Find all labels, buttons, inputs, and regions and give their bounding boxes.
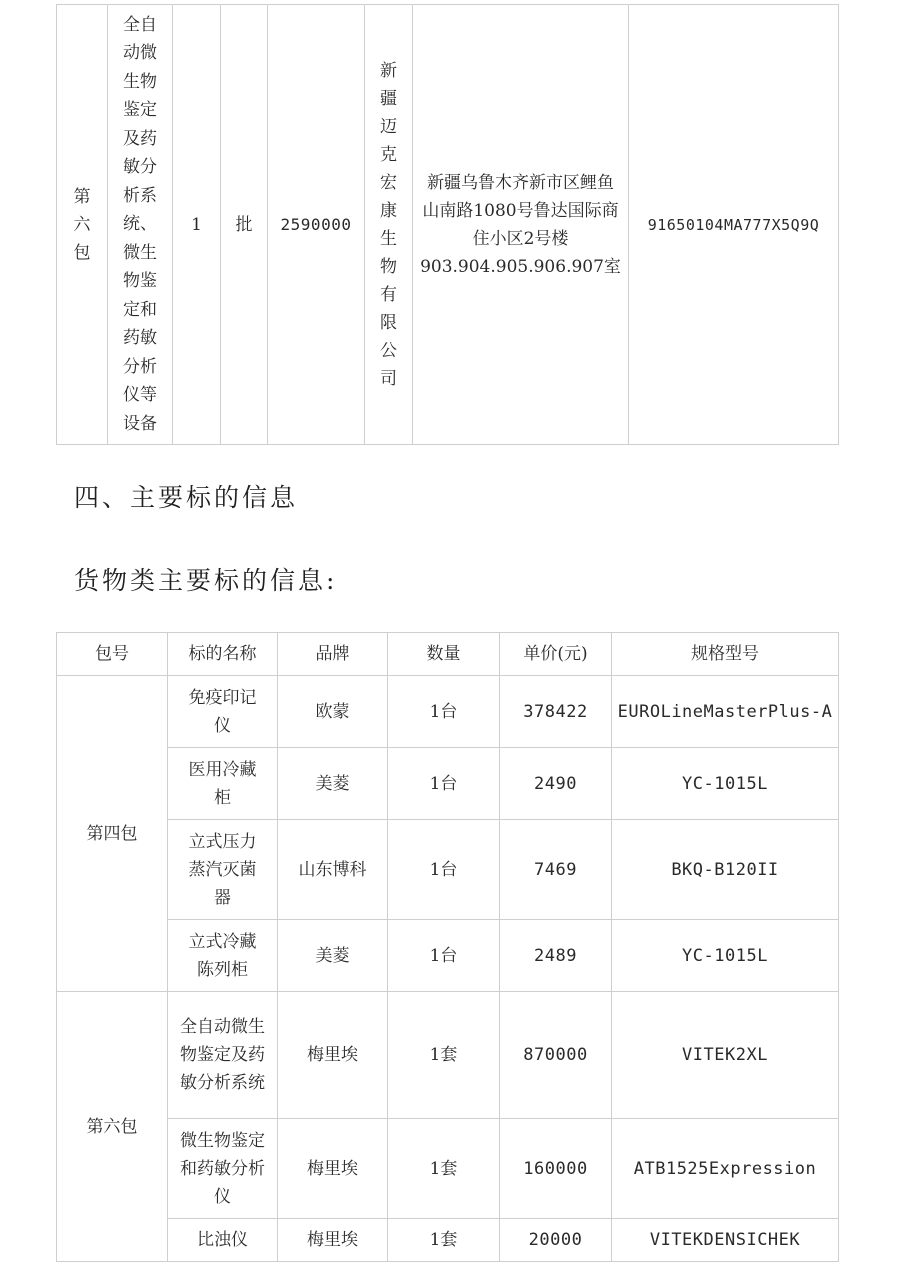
item-name: 全自动微生物鉴定及药敏分析系统: [168, 992, 278, 1119]
award-amount: 2590000: [268, 5, 365, 445]
quantity: 1台: [388, 820, 500, 920]
item-name: 立式压力蒸汽灭菌器: [168, 820, 278, 920]
unit-price: 2489: [500, 920, 612, 992]
award-table: [56, 4, 839, 445]
table-row: [57, 1219, 839, 1262]
model: VITEK2XL: [612, 992, 839, 1119]
header-brand: 品牌: [278, 633, 388, 676]
header-quantity: 数量: [388, 633, 500, 676]
unit-price: 378422: [500, 676, 612, 748]
model: VITEKDENSICHEK: [612, 1219, 839, 1262]
table-row: [57, 676, 839, 748]
item-name: 微生物鉴定和药敏分析仪: [168, 1119, 278, 1219]
package-cell: 第四包: [57, 676, 168, 992]
item-name: 立式冷藏陈列柜: [168, 920, 278, 992]
header-item-name: 标的名称: [168, 633, 278, 676]
brand: 美菱: [278, 920, 388, 992]
section-heading: 四、主要标的信息: [74, 483, 299, 512]
header-unit-price: 单价(元): [500, 633, 612, 676]
quantity: 1台: [388, 748, 500, 820]
award-supplier: 新疆迈克宏康生物有限公司: [365, 5, 413, 445]
unit-price: 160000: [500, 1119, 612, 1219]
item-name: 医用冷藏柜: [168, 748, 278, 820]
model: YC-1015L: [612, 748, 839, 820]
model: YC-1015L: [612, 920, 839, 992]
award-address: 新疆乌鲁木齐新市区鲤鱼山南路1080号鲁达国际商住小区2号楼903.904.905.906.907室: [413, 5, 629, 445]
award-credit-code: 91650104MA777X5Q9Q: [629, 5, 839, 445]
model: EUROLineMasterPlus-A: [612, 676, 839, 748]
table-row: [57, 992, 839, 1119]
sub-heading: 货物类主要标的信息:: [74, 566, 338, 595]
item-name: 免疫印记仪: [168, 676, 278, 748]
quantity: 1套: [388, 1119, 500, 1219]
award-unit: 批: [221, 5, 268, 445]
goods-header-row: [57, 633, 839, 676]
quantity: 1套: [388, 992, 500, 1119]
brand: 美菱: [278, 748, 388, 820]
award-package: 第六包: [57, 5, 108, 445]
header-package: 包号: [57, 633, 168, 676]
model: ATB1525Expression: [612, 1119, 839, 1219]
goods-table: [56, 632, 839, 1262]
quantity: 1台: [388, 920, 500, 992]
unit-price: 20000: [500, 1219, 612, 1262]
unit-price: 870000: [500, 992, 612, 1119]
unit-price: 7469: [500, 820, 612, 920]
table-row: [57, 1119, 839, 1219]
award-item-name: 全自动微生物鉴定及药敏分析系统、微生物鉴定和药敏分析仪等设备: [108, 5, 173, 445]
model: BKQ-B120II: [612, 820, 839, 920]
quantity: 1套: [388, 1219, 500, 1262]
table-row: [57, 820, 839, 920]
unit-price: 2490: [500, 748, 612, 820]
item-name: 比浊仪: [168, 1219, 278, 1262]
brand: 梅里埃: [278, 992, 388, 1119]
header-model: 规格型号: [612, 633, 839, 676]
brand: 山东博科: [278, 820, 388, 920]
brand: 梅里埃: [278, 1219, 388, 1262]
quantity: 1台: [388, 676, 500, 748]
table-row: [57, 748, 839, 820]
brand: 欧蒙: [278, 676, 388, 748]
package-cell: 第六包: [57, 992, 168, 1262]
table-row: [57, 920, 839, 992]
award-quantity: 1: [173, 5, 221, 445]
brand: 梅里埃: [278, 1119, 388, 1219]
